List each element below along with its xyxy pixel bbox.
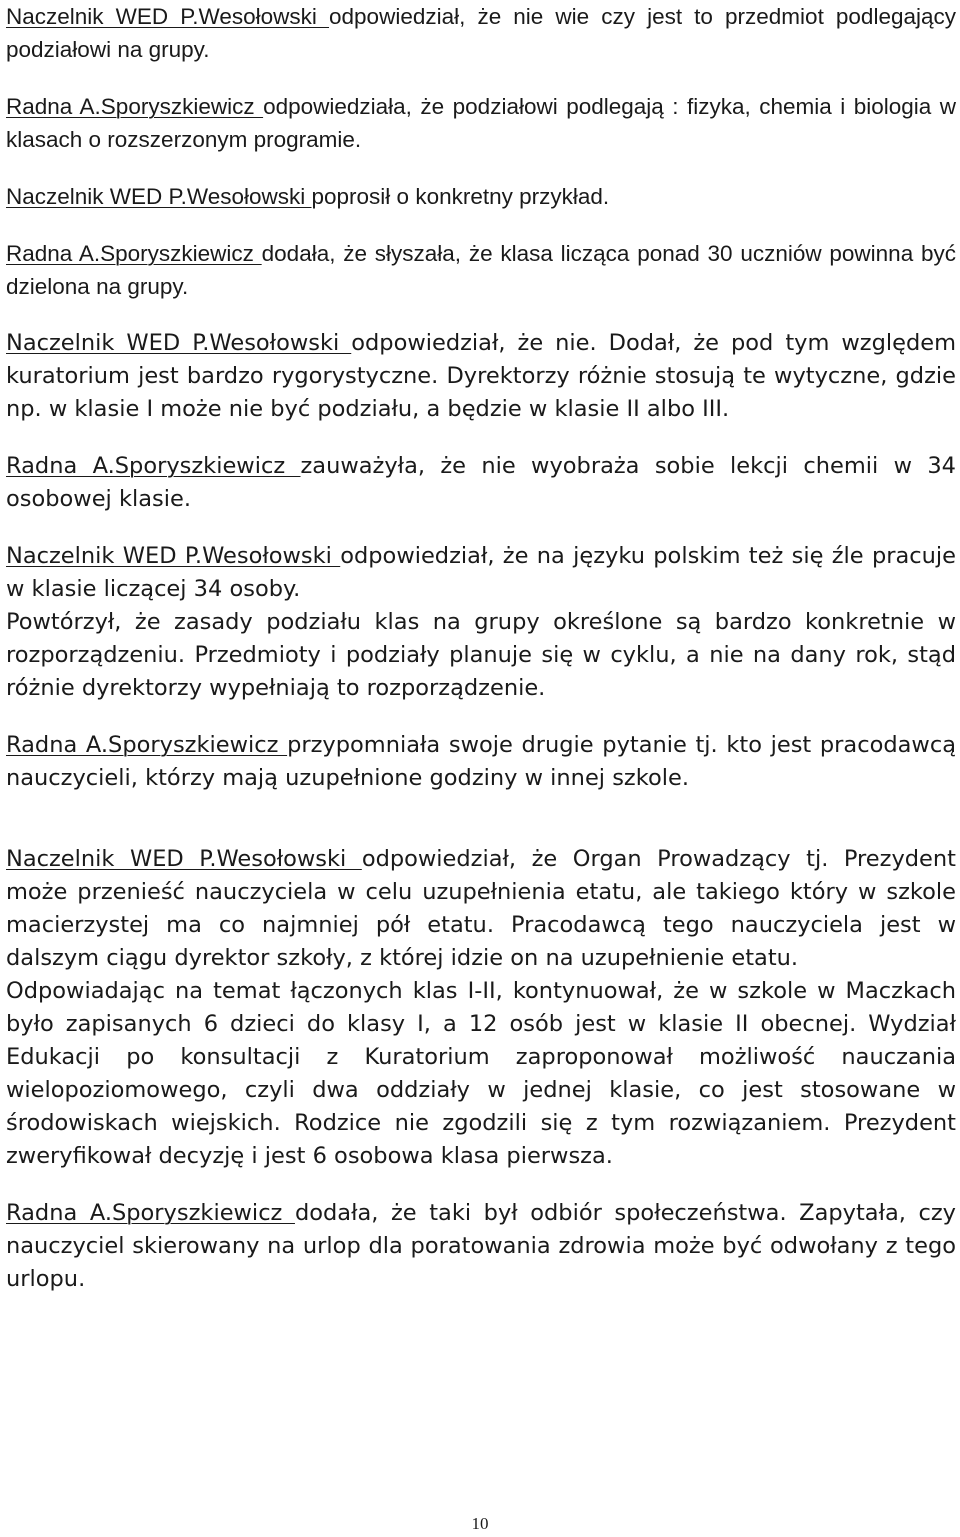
paragraph-text: odpowiedział, że nie. Dodał, że pod tym względem kuratorium jest bardzo rygorystyczne. Dyrektorzy różnie stosują te wytyczne, gdzie np. w klasie I może nie być podziału, a będzie w klasie II albo III. bbox=[6, 330, 956, 422]
speaker-name: Radna A.Sporyszkiewicz bbox=[6, 1200, 295, 1226]
paragraph-text: przypomniała swoje drugie pytanie tj. kto jest pracodawcą nauczycieli, którzy mają uzupełnione godziny w innej szkole. bbox=[6, 732, 956, 791]
paragraph-text: Odpowiadając na temat łączonych klas I-II, kontynuował, że w szkole w Maczkach było zapisanych 6 dzieci do klasy I, a 12 osób jest w klasie II obecnej. Wydział Edukacji po konsultacji z Kuratorium zaproponował możliwość nauczania wielopoziomowego, czyli dwa oddziały w jednej klasie, co jest stosowane w środowiskach wiejskich. Rodzice nie zgodzili się z tym rozwiązaniem. Prezydent zweryfikował decyzję i jest 6 osobowa klasa pierwsza. bbox=[6, 978, 956, 1169]
paragraph-text: odpowiedziała, że podziałowi podlegają : fizyka, chemia i biologia w klasach o rozszerzonym programie. bbox=[6, 94, 957, 152]
speaker-name: Radna A.Sporyszkiewicz bbox=[6, 453, 301, 479]
paragraph bbox=[6, 975, 956, 1173]
paragraph bbox=[6, 540, 956, 606]
paragraph-text: dodała, że słyszała, że klasa licząca ponad 30 uczniów powinna być dzielona na grupy. bbox=[6, 241, 956, 299]
paragraph bbox=[6, 237, 956, 303]
paragraph bbox=[6, 450, 956, 516]
paragraph-text: odpowiedział, że Organ Prowadzący tj. Prezydent może przenieść nauczyciela w celu uzupełnienia etatu, ale takiego który w szkole macierzystej ma co najmniej pół etatu. Pracodawcą tego nauczyciela jest w dalszym ciągu dyrektor szkoły, z której idzie on na uzupełnienie etatu. bbox=[6, 846, 956, 971]
paragraph-text: dodała, że taki był odbiór społeczeństwa. Zapytała, czy nauczyciel skierowany na urlop dla poratowania zdrowia może być odwołany z tego urlopu. bbox=[6, 1200, 956, 1292]
paragraph-text: odpowiedział, że na języku polskim też się źle pracuje w klasie liczącej 34 osoby. bbox=[6, 543, 956, 602]
paragraph bbox=[6, 1197, 956, 1296]
speaker-name: Naczelnik WED P.Wesołowski bbox=[6, 184, 312, 209]
paragraph-text: poprosił o konkretny przykład. bbox=[311, 184, 610, 209]
speaker-name: Radna A.Sporyszkiewicz bbox=[6, 732, 288, 758]
document-body bbox=[6, 0, 956, 1296]
paragraph-text: odpowiedział, że nie wie czy jest to przedmiot podlegający podziałowi na grupy. bbox=[6, 4, 956, 62]
paragraph bbox=[6, 729, 956, 795]
speaker-name: Naczelnik WED P.Wesołowski bbox=[6, 543, 341, 569]
paragraph bbox=[6, 90, 956, 156]
speaker-name: Radna A.Sporyszkiewicz bbox=[6, 94, 264, 119]
paragraph-text: Powtórzył, że zasady podziału klas na grupy określone są bardzo konkretnie w rozporządzeniu. Przedmioty i podziały planuje się w cyklu, a nie na dany rok, stąd różnie dyrektorzy wypełniają to rozporządzenie. bbox=[6, 609, 956, 701]
page-number: 10 bbox=[471, 1514, 489, 1533]
speaker-name: Naczelnik WED P.Wesołowski bbox=[6, 846, 362, 872]
speaker-name: Radna A.Sporyszkiewicz bbox=[6, 241, 262, 266]
speaker-name: Naczelnik WED P.Wesołowski bbox=[6, 4, 330, 29]
paragraph-text: zauważyła, że nie wyobraża sobie lekcji chemii w 34 osobowej klasie. bbox=[6, 453, 956, 512]
paragraph bbox=[6, 0, 956, 66]
paragraph bbox=[6, 327, 956, 426]
paragraph bbox=[6, 606, 956, 705]
paragraph bbox=[6, 843, 956, 975]
paragraph bbox=[6, 180, 956, 213]
speaker-name: Naczelnik WED P.Wesołowski bbox=[6, 330, 352, 356]
